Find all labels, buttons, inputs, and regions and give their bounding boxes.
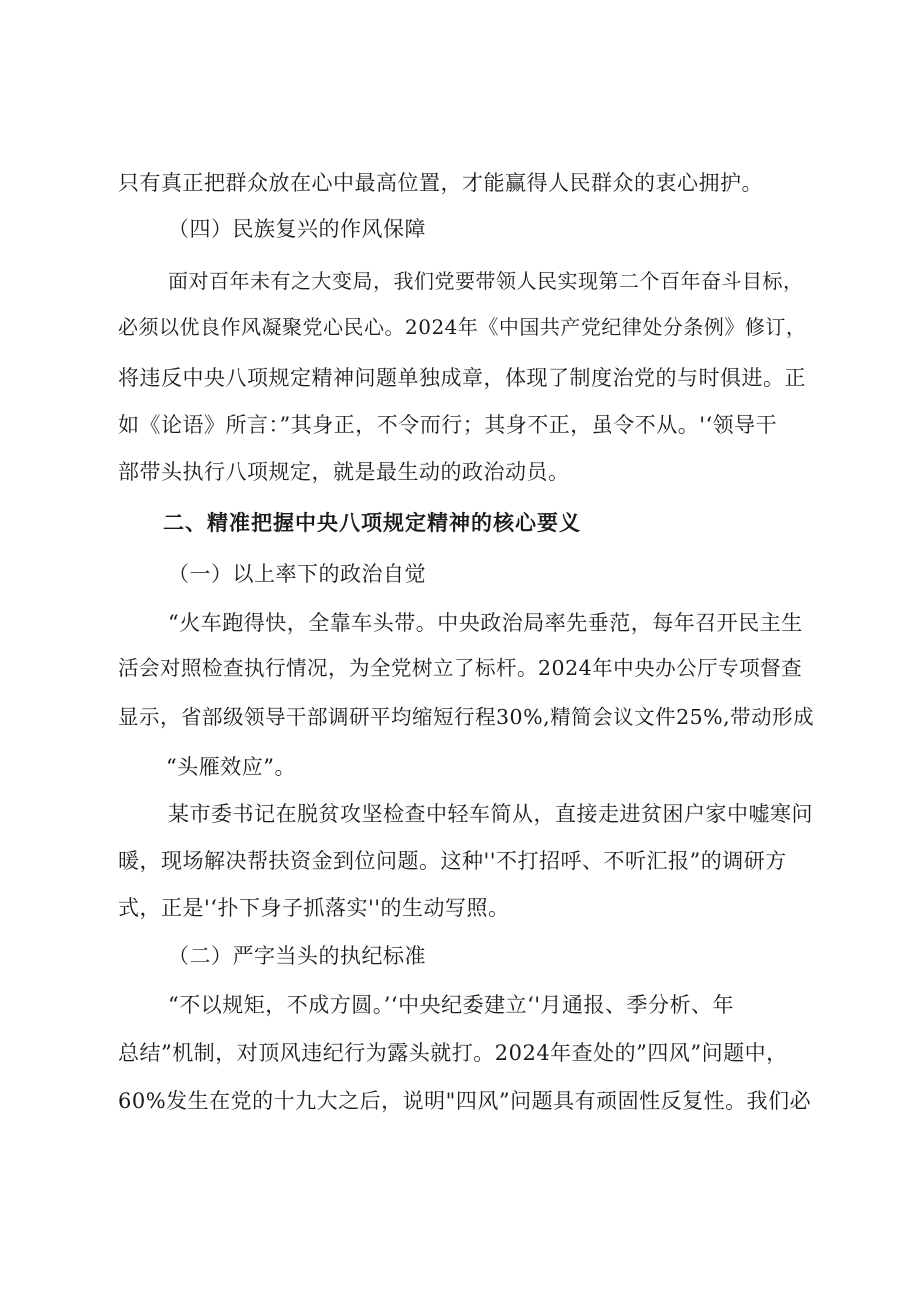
line-text: 显示，省部级领导干部调研平均缩短行程30%,精简会议文件25%,带动形成 bbox=[118, 705, 815, 729]
body-line bbox=[0, 846, 920, 876]
body-line bbox=[0, 266, 920, 296]
subheading-text: （二）严字当头的执纪标准 bbox=[168, 944, 426, 968]
body-line bbox=[0, 653, 920, 683]
line-text: 暖，现场解决帮扶资金到位问题。这种''不打招呼、不听汇报”的调研方 bbox=[118, 849, 787, 873]
body-line bbox=[0, 312, 920, 342]
body-line bbox=[0, 990, 920, 1020]
line-text: “火车跑得快，全靠车头带。中央政治局率先垂范，每年召开民主生 bbox=[168, 611, 803, 635]
subheading-text: （四）民族复兴的作风保障 bbox=[168, 217, 426, 241]
section-heading bbox=[0, 508, 920, 538]
body-line bbox=[0, 457, 920, 487]
body-line bbox=[0, 799, 920, 829]
body-line bbox=[0, 363, 920, 393]
body-line bbox=[0, 1086, 920, 1116]
body-line bbox=[0, 608, 920, 638]
heading-text: 二、精准把握中央八项规定精神的核心要义 bbox=[163, 510, 581, 535]
line-text: 将违反中央八项规定精神问题单独成章，体现了制度治党的与时俱进。正 bbox=[118, 366, 806, 390]
line-text: 总结”机制，对顶风违纪行为露头就打。2024年查处的”四风”问题中， bbox=[118, 1041, 788, 1065]
line-text: 某市委书记在脱贫攻坚检查中轻车简从，直接走进贫困户家中嘘寒问 bbox=[168, 802, 813, 826]
line-text: “头雁效应”。 bbox=[166, 755, 296, 779]
body-line bbox=[0, 702, 920, 732]
subheading-text: （一）以上率下的政治自觉 bbox=[168, 562, 426, 586]
body-line bbox=[0, 168, 920, 198]
body-line bbox=[0, 893, 920, 923]
line-text: 式，正是'‘扑下身子抓落实''的生动写照。 bbox=[118, 896, 510, 920]
body-line bbox=[0, 752, 920, 782]
line-text: 必须以优良作风凝聚党心民心。2024年《中国共产党纪律处分条例》修订， bbox=[118, 315, 807, 339]
body-line bbox=[0, 410, 920, 440]
line-text: 面对百年未有之大变局，我们党要带领人民实现第二个百年奋斗目标， bbox=[168, 269, 804, 293]
section-subheading bbox=[0, 214, 920, 244]
line-text: 如《论语》所言：”其身正，不令而行；其身不正，虽令不从。'‘领导干 bbox=[118, 413, 778, 437]
line-text: 部带头执行八项规定，就是最生动的政治动员。 bbox=[118, 460, 570, 484]
section-subheading bbox=[0, 559, 920, 589]
section-subheading bbox=[0, 941, 920, 971]
body-line bbox=[0, 1038, 920, 1068]
line-text: 只有真正把群众放在心中最高位置，才能赢得人民群众的衷心拥护。 bbox=[118, 171, 763, 195]
line-text: 活会对照检查执行情况，为全党树立了标杆。2024年中央办公厅专项督查 bbox=[118, 656, 803, 680]
line-text: “不以规矩，不成方圆。’‘中央纪委建立‘'月通报、季分析、年 bbox=[168, 993, 735, 1017]
line-text: 60%发生在党的十九大之后，说明"四风”问题具有顽固性反复性。我们必 bbox=[118, 1089, 812, 1113]
